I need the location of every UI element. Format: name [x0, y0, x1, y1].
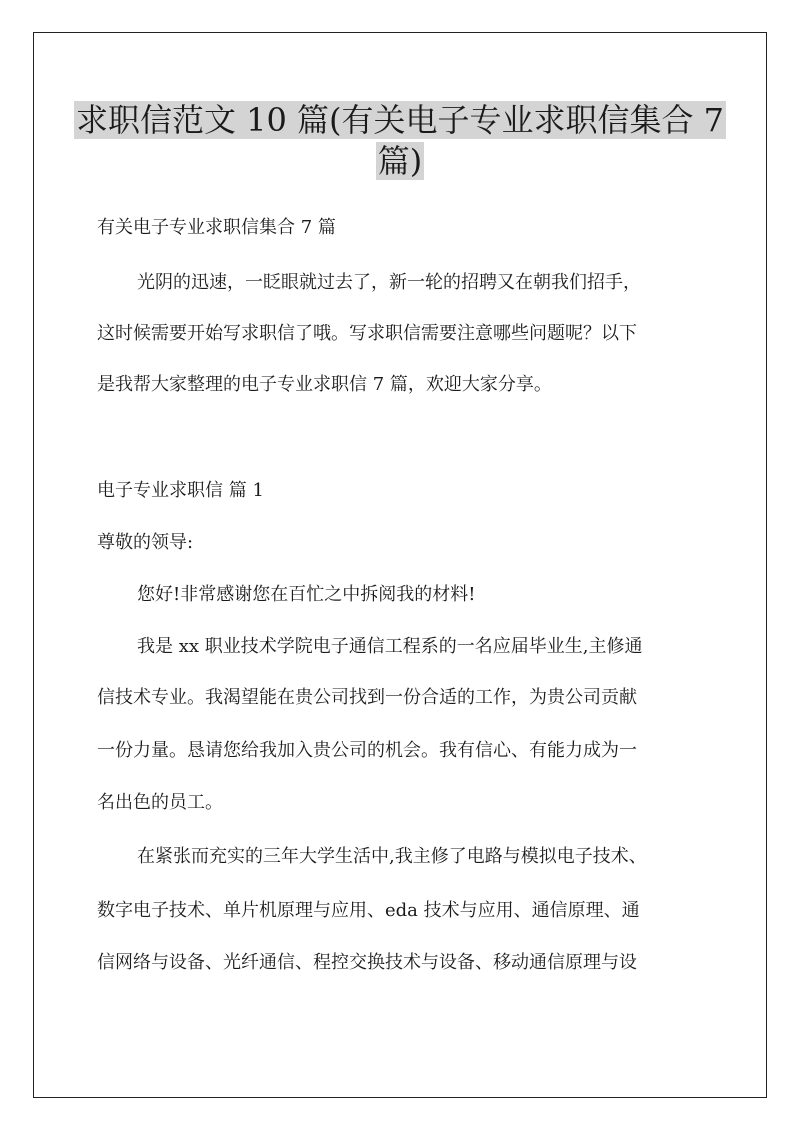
section-heading: 电子专业求职信 篇 1	[97, 480, 264, 501]
title-highlight: 篇)	[377, 142, 423, 180]
intro-line: 这时候需要开始写求职信了哦。写求职信需要注意哪些问题呢？以下	[97, 323, 637, 344]
body-line: 数字电子技术、单片机原理与应用、eda 技术与应用、通信原理、通	[97, 900, 640, 921]
body-line: 在紧张而充实的三年大学生活中,我主修了电路与模拟电子技术、	[137, 846, 647, 867]
document-title-line-2	[60, 135, 740, 187]
body-line: 名出色的员工。	[97, 792, 223, 813]
salutation: 尊敬的领导:	[97, 532, 194, 553]
title-highlight: 求职信范文 10 篇(有关电子专业求职信集合 7	[75, 101, 725, 139]
body-line: 我是 xx 职业技术学院电子通信工程系的一名应届毕业生,主修通	[137, 636, 643, 657]
subtitle: 有关电子专业求职信集合 7 篇	[97, 217, 336, 238]
body-line: 一份力量。恳请您给我加入贵公司的机会。我有信心、有能力成为一	[97, 740, 637, 761]
page-border	[33, 32, 767, 1098]
intro-line: 是我帮大家整理的电子专业求职信 7 篇，欢迎大家分享。	[97, 374, 552, 395]
body-line: 信网络与设备、光纤通信、程控交换技术与设备、移动通信原理与设	[97, 952, 637, 973]
greeting: 您好!非常感谢您在百忙之中拆阅我的材料!	[137, 584, 476, 605]
intro-line: 光阴的迅速，一眨眼就过去了，新一轮的招聘又在朝我们招手，	[137, 272, 641, 293]
body-line: 信技术专业。我渴望能在贵公司找到一份合适的工作，为贵公司贡献	[97, 687, 637, 708]
